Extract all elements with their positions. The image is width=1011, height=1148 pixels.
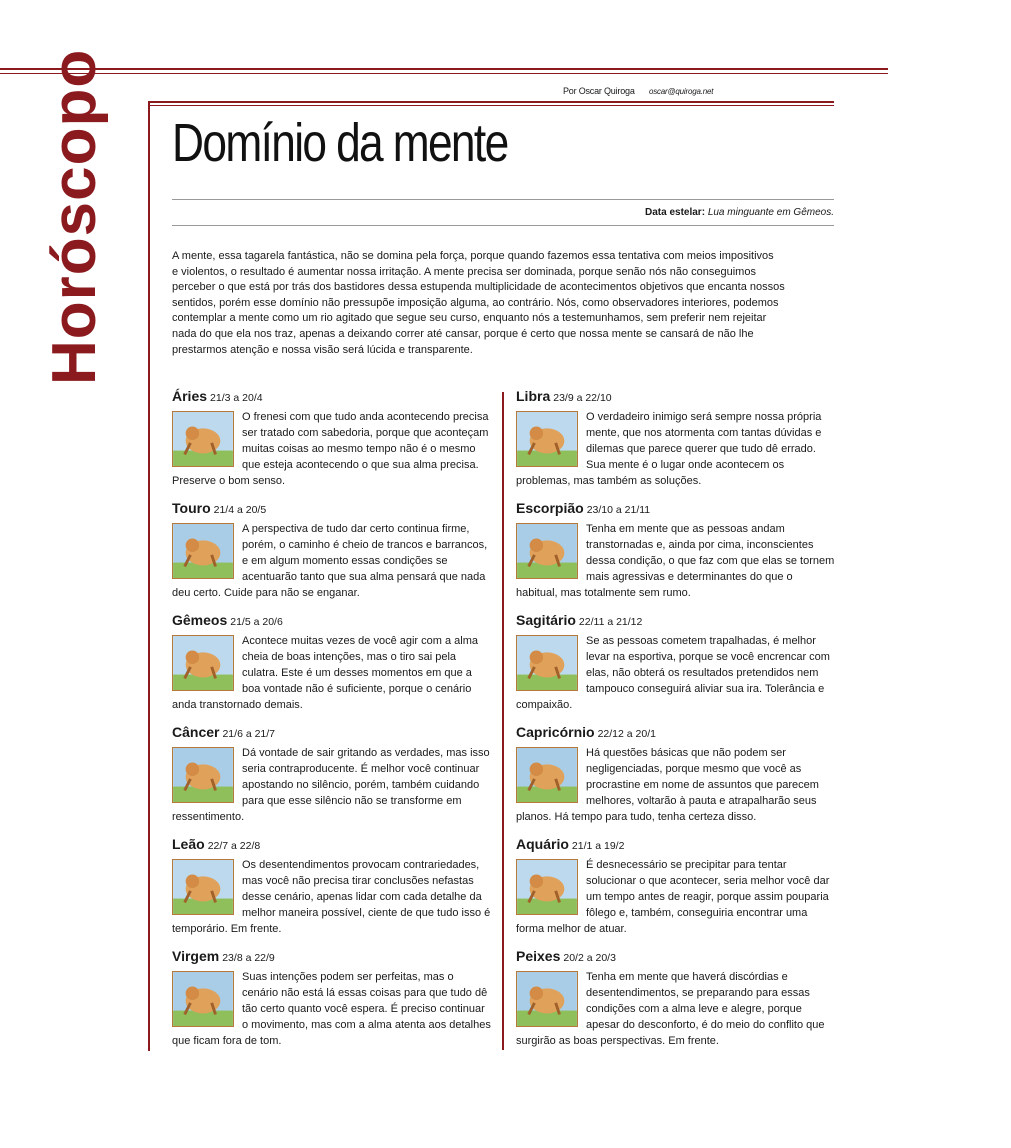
signs-column-right: [516, 387, 836, 1059]
sign-cancer: [172, 723, 492, 835]
intro-line: contemplar a mente como um rio agitado que segue seu curso, enquanto nós a testemunhamos, sem preferir nem rejeitar: [172, 312, 767, 325]
sign-dates: 23/8 a 22/9: [222, 952, 275, 964]
pisces-fish-icon: [516, 971, 578, 1027]
page-title: Domínio da mente: [172, 113, 508, 173]
sign-name: Sagitário: [516, 612, 576, 628]
intro-line: nada do que ela nos traz, apenas a deixando correr até cansar, porque é certo que nossa mente se cansará de não lhe: [172, 327, 754, 340]
column-divider: [502, 392, 504, 1050]
sign-text: Se as pessoas cometem trapalhadas, é melhor levar na esportiva, porque se você encrencar com elas, não obterá os resultados pretendidos nem tampouco conseguirá aliviar sua ira. Tolerância e compaixão.: [516, 635, 830, 711]
intro-text: [172, 249, 792, 358]
sign-text: O frenesi com que tudo anda acontecendo precisa ser tratado com sabedoria, porque que aconteçam muitas coisas ao mesmo tempo não é o mesmo que esteja acontecendo o que sua alma precisa. Preserve o bom senso.: [172, 411, 489, 487]
sign-text: A perspectiva de tudo dar certo continua firme, porém, o caminho é cheio de trancos e barrancos, e em algum momento essas condições se acentuarão tanto que sua alma pensará que nada deu certo. Cuide para não se enganar.: [172, 523, 488, 599]
intro-line: sentidos, porém esse domínio não pressupõe imposição alguma, ao contrário. Nós, como observadores interiores, podemos: [172, 296, 779, 309]
sagittarius-centaur-icon: [516, 635, 578, 691]
sign-dates: 22/11 a 21/12: [578, 616, 643, 628]
sign-libra: [516, 387, 836, 499]
sign-dates: 23/10 a 21/11: [586, 504, 651, 516]
byline: [563, 86, 713, 96]
sign-name: Áries: [172, 388, 208, 404]
sign-dates: 23/9 a 22/10: [553, 392, 612, 404]
section-rule-thick: [150, 101, 834, 103]
sign-dates: 22/12 a 20/1: [597, 728, 656, 740]
aries-ram-icon: [172, 411, 234, 467]
sign-name: Peixes: [516, 948, 561, 964]
sign-text: Dá vontade de sair gritando as verdades, mas isso seria contraproducente. É melhor você continuar apostando no silêncio, porém, também cuidando para que esse silêncio não se transforme em ressentimento.: [172, 747, 490, 823]
sign-name: Câncer: [172, 724, 220, 740]
sign-dates: 21/4 a 20/5: [213, 504, 267, 516]
section-rule-thin: [150, 105, 834, 106]
section-label: Horóscopo: [40, 48, 109, 385]
sign-text: O verdadeiro inimigo será sempre nossa própria mente, que nos atormenta com tantas dúvidas e dilemas que parece querer que tudo dê errado. Sua mente é o lugar onde acontecem os problemas, mas também as soluções.: [516, 411, 822, 487]
libra-scales-icon: [516, 411, 578, 467]
capricorn-goat-icon: [516, 747, 578, 803]
sign-dates: 21/3 a 20/4: [210, 392, 263, 404]
sign-capricorn: [516, 723, 836, 835]
astral-label: Data estelar:: [645, 207, 706, 218]
sign-name: Touro: [172, 500, 211, 516]
leo-lion-icon: [172, 859, 234, 915]
sign-name: Leão: [172, 836, 205, 852]
intro-line: perceber o que está por trás dos bastidores dessa estupenda multiplicidade de acontecimentos objetivos que encanta nossos: [172, 281, 785, 294]
top-rule-thin: [0, 73, 888, 74]
sign-name: Aquário: [516, 836, 569, 852]
sign-text: Os desentendimentos provocam contrariedades, mas você não precisa tirar conclusões nefastas desse cenário, apenas lidar com cada detalhe da melhor maneira possível, ciente de que tudo isso é temporário. Em frente.: [172, 859, 491, 935]
sign-taurus: [172, 499, 492, 611]
sign-name: Libra: [516, 388, 551, 404]
gemini-twins-icon: [172, 635, 234, 691]
sign-name: Gêmeos: [172, 612, 228, 628]
sign-text: Suas intenções podem ser perfeitas, mas o cenário não está lá essas coisas para que tudo dê tão certo quanto você espera. É preciso continuar o movimento, mas com a alma atenta aos detalhes que ficam fora de tom.: [172, 971, 491, 1047]
sign-dates: 21/1 a 19/2: [571, 840, 625, 852]
sign-text: É desnecessário se precipitar para tentar solucionar o que acontecer, seria melhor você dar um tempo antes de reagir, porque assim pouparia fôlego e, também, conseguiria encontrar uma forma melhor de atuar.: [516, 859, 830, 935]
sign-leo: [172, 835, 492, 947]
title-divider-bottom: [172, 225, 834, 226]
sign-name: Escorpião: [516, 500, 584, 516]
intro-line: prestarmos atenção e nossa visão será lúcida e transparente.: [172, 343, 473, 356]
cancer-crab-icon: [172, 747, 234, 803]
top-rule-thick: [0, 68, 888, 70]
sign-virgo: [172, 947, 492, 1059]
sign-name: Virgem: [172, 948, 220, 964]
virgo-maiden-icon: [172, 971, 234, 1027]
sign-aries: [172, 387, 492, 499]
sign-pisces: [516, 947, 836, 1059]
sign-dates: 21/5 a 20/6: [230, 616, 283, 628]
sign-dates: 21/6 a 21/7: [222, 728, 276, 740]
intro-line: e violentos, o resultado é aumentar nossa irritação. A mente precisa ser dominada, porque senão nós não conseguimos: [172, 265, 756, 278]
byline-email[interactable]: oscar@quiroga.net: [648, 87, 714, 96]
astral-value: Lua minguante em Gêmeos.: [707, 207, 834, 218]
sign-dates: 20/2 a 20/3: [563, 952, 616, 964]
sign-dates: 22/7 a 22/8: [207, 840, 261, 852]
title-divider-top: [172, 199, 834, 200]
taurus-bull-icon: [172, 523, 234, 579]
astral-date: [645, 207, 834, 218]
sign-scorpio: [516, 499, 836, 611]
intro-line: A mente, essa tagarela fantástica, não se domina pela força, porque quando fazemos essa tentativa com meios impositivos: [172, 250, 774, 262]
sign-text: Tenha em mente que haverá discórdias e desentendimentos, se preparando para essas condições com a alma leve e alegre, porque apesar do desconforto, é do meio do conflito que surgirão as boas perspectivas. Em frente.: [516, 971, 825, 1047]
sign-aquarius: [516, 835, 836, 947]
sign-text: Acontece muitas vezes de você agir com a alma cheia de boas intenções, mas o tiro sai pela culatra. Este é um desses momentos em que a boa vontade não é suficiente, porque o cenário anda transtornado demais.: [172, 635, 479, 711]
signs-column-left: [172, 387, 492, 1059]
sign-gemini: [172, 611, 492, 723]
aquarius-water-bearer-icon: [516, 859, 578, 915]
sign-text: Há questões básicas que não podem ser negligenciadas, porque mesmo que você as procrastine em nome de assuntos que parecem melhores, voltarão à pauta e atrapalharão seus planos. Há tempo para tudo, tenha certeza disso.: [516, 747, 819, 823]
scorpio-scorpion-icon: [516, 523, 578, 579]
sign-sagittarius: [516, 611, 836, 723]
sign-name: Capricórnio: [516, 724, 595, 740]
sign-text: Tenha em mente que as pessoas andam transtornadas e, ainda por cima, inconscientes dessa condição, o que faz com que elas se tornem mais agressivas e determinantes do que o habitual, mas totalmente sem rumo.: [516, 523, 835, 599]
section-vertical-rule: [148, 101, 150, 1051]
byline-author: Por Oscar Quiroga: [563, 86, 635, 96]
